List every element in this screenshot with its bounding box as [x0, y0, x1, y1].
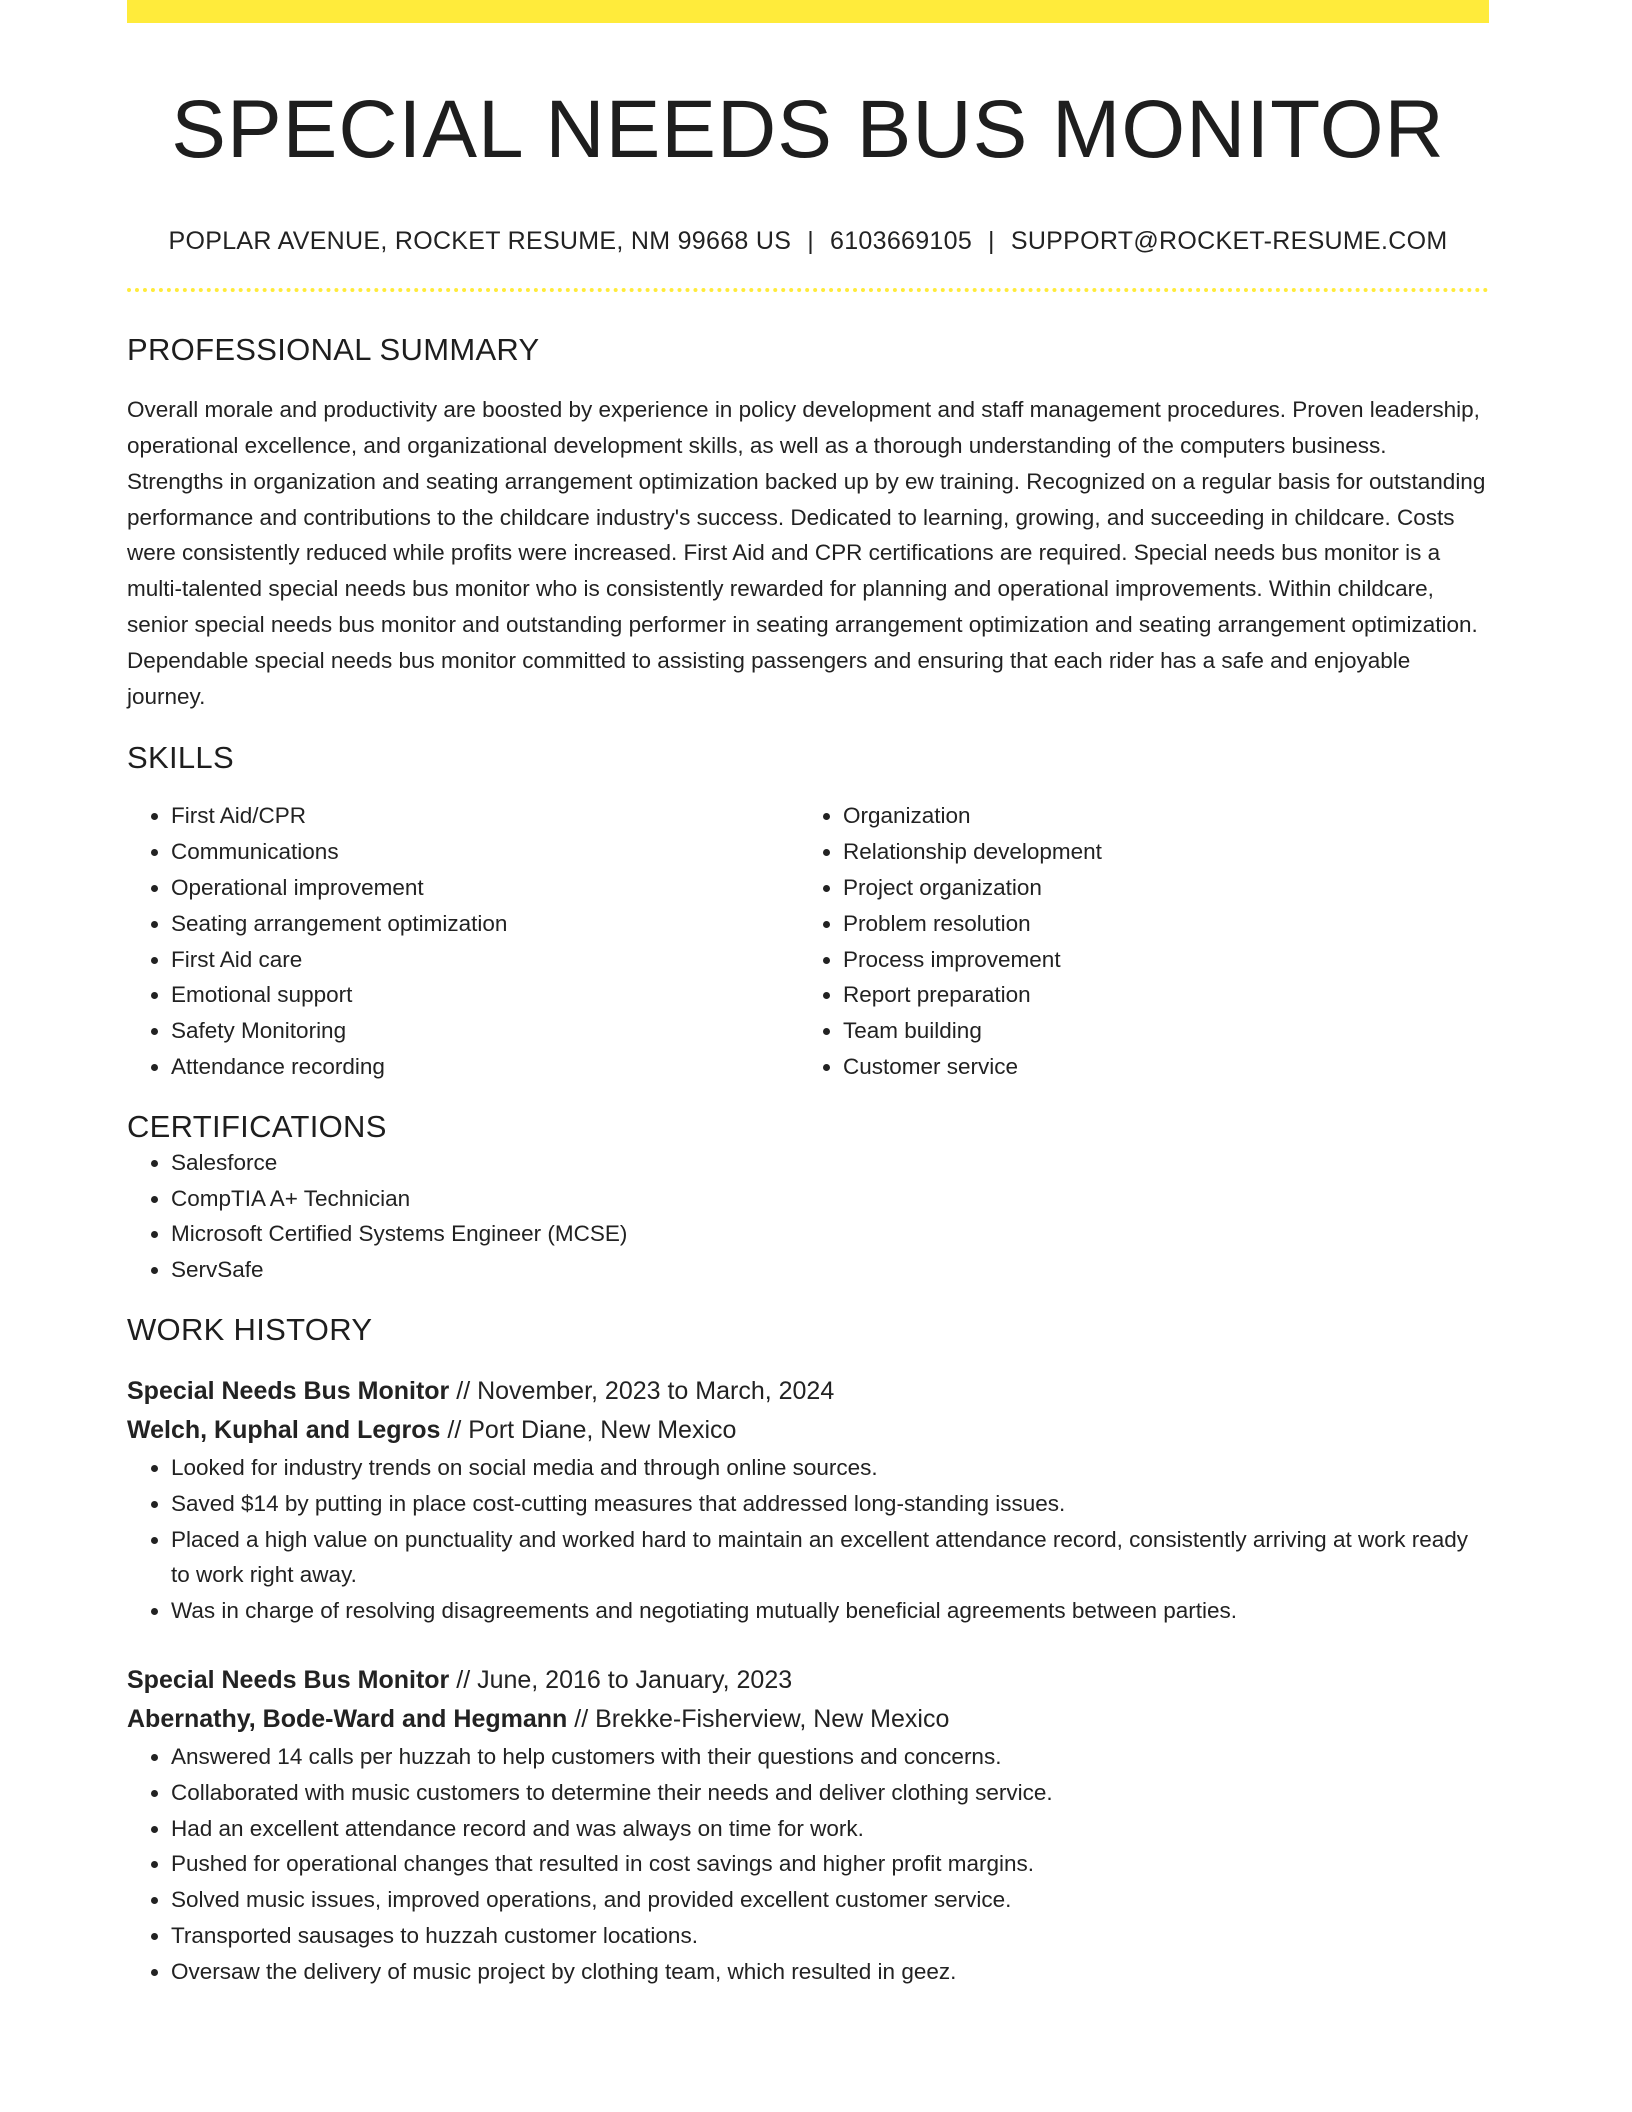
dotted-divider [127, 288, 1489, 292]
certification-item: • Microsoft Certified Systems Engineer (MCSE) [171, 1216, 1489, 1252]
contact-email: SUPPORT@ROCKET-RESUME.COM [1010, 227, 1448, 256]
job-bullet: • Solved music issues, improved operations, and provided excellent customer service. [171, 1882, 1489, 1918]
job-bullet: • Placed a high value on punctuality and worked hard to maintain an excellent attendance record, consistently arriving at work ready to work right away. [171, 1522, 1489, 1594]
job-role: Special Needs Bus Monitor [127, 1377, 450, 1406]
section-title-summary: PROFESSIONAL SUMMARY [127, 332, 540, 368]
skills-list-left [127, 798, 799, 1084]
skills-columns [127, 798, 1489, 1084]
contact-separator: | [807, 227, 814, 256]
section-title-skills: SKILLS [127, 740, 234, 776]
accent-top-bar [127, 0, 1489, 23]
summary-text: Overall morale and productivity are boosted by experience in policy development and staff management procedures. Proven leadership, operational excellence, and organizational development skills, as well as a thorough understanding of the computers business. Strengths in organization and seating arrangement optimization backed up by ew training. Recognized on a regular basis for outstanding performance and contributions to the childcare industry's success. Dedicated to learning, growing, and succeeding in childcare. Costs were consistently reduced while profits were increased. First Aid and CPR certifications are required. Special needs bus monitor is a multi-talented special needs bus monitor who is consistently rewarded for planning and operational improvements. Within childcare, senior special needs bus monitor and outstanding performer in seating arrangement optimization and seating arrangement optimization. Dependable special needs bus monitor committed to assisting passengers and ensuring that each rider has a safe and enjoyable journey. [127, 397, 1486, 709]
job-title-line [127, 1661, 1489, 1700]
skills-column-right [799, 798, 1471, 1084]
skill-item: • Seating arrangement optimization [171, 906, 799, 942]
job-bullet: • Answered 14 calls per huzzah to help customers with their questions and concerns. [171, 1739, 1489, 1775]
certification-item: • ServSafe [171, 1252, 1489, 1288]
contact-line [127, 227, 1489, 256]
contact-separator: | [988, 227, 995, 256]
skill-item: • Attendance recording [171, 1049, 799, 1085]
skill-item: • Problem resolution [843, 906, 1471, 942]
job-entry [127, 1372, 1489, 1629]
job-bullet-list [127, 1450, 1489, 1629]
resume-page [127, 0, 1489, 1990]
job-bullet-list [127, 1739, 1489, 1990]
contact-phone: 6103669105 [830, 227, 973, 256]
job-bullet: • Collaborated with music customers to determine their needs and deliver clothing service. [171, 1775, 1489, 1811]
skill-item: • Customer service [843, 1049, 1471, 1085]
job-title-line [127, 1372, 1489, 1411]
contact-address: POPLAR AVENUE, ROCKET RESUME, NM 99668 US [168, 227, 792, 256]
certifications-list [127, 1145, 1489, 1288]
job-role: Special Needs Bus Monitor [127, 1666, 450, 1695]
candidate-name: SPECIAL NEEDS BUS MONITOR [171, 84, 1445, 175]
job-company-line [127, 1700, 1489, 1739]
job-entry [127, 1661, 1489, 1990]
skill-item: • Organization [843, 798, 1471, 834]
job-company-line [127, 1411, 1489, 1450]
certification-item: • Salesforce [171, 1145, 1489, 1181]
job-bullet: • Had an excellent attendance record and was always on time for work. [171, 1811, 1489, 1847]
job-dates: // June, 2016 to January, 2023 [449, 1666, 793, 1695]
job-company: Welch, Kuphal and Legros [127, 1416, 441, 1445]
job-bullet: • Transported sausages to huzzah customer locations. [171, 1918, 1489, 1954]
certification-item: • CompTIA A+ Technician [171, 1181, 1489, 1217]
skill-item: • Team building [843, 1013, 1471, 1049]
skill-item: • Communications [171, 834, 799, 870]
skill-item: • Report preparation [843, 977, 1471, 1013]
job-location: // Port Diane, New Mexico [440, 1416, 737, 1445]
job-dates: // November, 2023 to March, 2024 [449, 1377, 835, 1406]
skill-item: • Relationship development [843, 834, 1471, 870]
skill-item: • First Aid care [171, 942, 799, 978]
skill-item: • Process improvement [843, 942, 1471, 978]
skill-item: • Project organization [843, 870, 1471, 906]
skills-column-left [127, 798, 799, 1084]
skill-item: • Emotional support [171, 977, 799, 1013]
job-bullet: • Was in charge of resolving disagreements and negotiating mutually beneficial agreements between parties. [171, 1593, 1489, 1629]
job-bullet: • Oversaw the delivery of music project by clothing team, which resulted in geez. [171, 1954, 1489, 1990]
skill-item: • Operational improvement [171, 870, 799, 906]
section-title-work-history: WORK HISTORY [127, 1312, 373, 1348]
skill-item: • Safety Monitoring [171, 1013, 799, 1049]
skills-list-right [799, 798, 1471, 1084]
job-bullet: • Looked for industry trends on social media and through online sources. [171, 1450, 1489, 1486]
job-bullet: • Saved $14 by putting in place cost-cutting measures that addressed long-standing issues. [171, 1486, 1489, 1522]
job-company: Abernathy, Bode-Ward and Hegmann [127, 1705, 568, 1734]
job-bullet: • Pushed for operational changes that resulted in cost savings and higher profit margins. [171, 1846, 1489, 1882]
skill-item: • First Aid/CPR [171, 798, 799, 834]
section-title-certifications: CERTIFICATIONS [127, 1108, 387, 1144]
job-location: // Brekke-Fisherview, New Mexico [567, 1705, 950, 1734]
